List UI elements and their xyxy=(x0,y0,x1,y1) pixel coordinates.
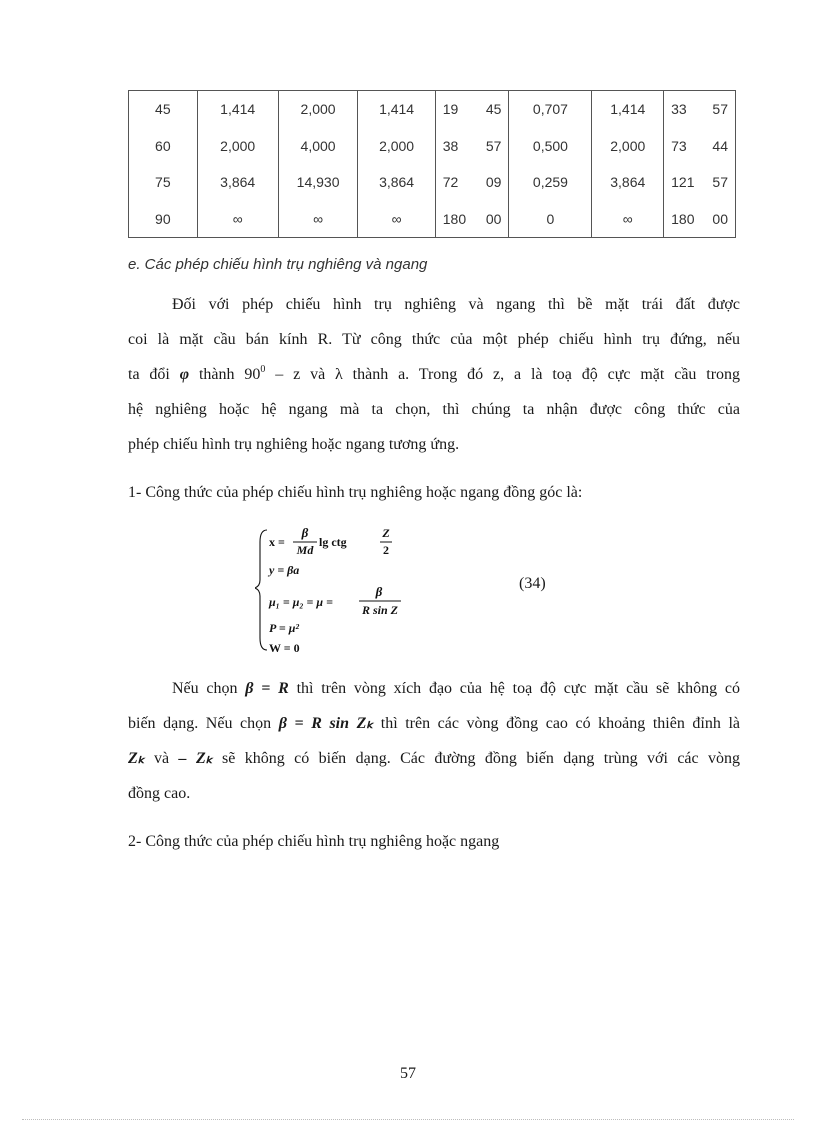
table-cell-degrees: 180 xyxy=(442,210,467,227)
math-zk: Zₖ xyxy=(128,750,145,767)
table-cell-minutes: 00 xyxy=(712,210,728,227)
table-cell: 45 xyxy=(129,91,198,128)
table-cell-degrees: 38 xyxy=(442,137,459,154)
paragraph-2-line-4: đồng cao. xyxy=(128,785,191,802)
formula-x-lhs: x = xyxy=(269,535,285,549)
paragraph-1-line-3-b: thành 90 xyxy=(198,366,261,383)
table-cell: 90 xyxy=(129,201,198,238)
table-cell-pair xyxy=(435,164,509,201)
formula-beta-mu: β xyxy=(375,584,383,599)
formula-y-eq: y = βa xyxy=(269,563,300,577)
table-cell-minutes: 57 xyxy=(712,174,728,191)
table-cell: 1,414 xyxy=(592,91,664,128)
paragraph-2-line-3-b: sẽ không có biến dạng. Các đường đồng biến dạng trùng với các vòng xyxy=(221,750,741,767)
table-cell: 75 xyxy=(129,164,198,201)
table-cell-degrees: 180 xyxy=(671,210,695,227)
heading-2: 2- Công thức của phép chiếu hình trụ nghiêng hoặc ngang xyxy=(128,833,500,850)
table-cell: 2,000 xyxy=(592,128,664,165)
table-cell-degrees: 72 xyxy=(442,174,459,191)
paragraph-2-line-3 xyxy=(128,741,740,776)
table-row xyxy=(129,201,736,238)
formula-beta-numerator: β xyxy=(301,525,309,540)
paragraph-1-line-3 xyxy=(128,357,740,392)
superscript-zero: 0 xyxy=(260,364,266,375)
paragraph-1-line-3-c: – z và λ thành a. Trong đó z, a là toạ độ cực mặt cầu trong xyxy=(275,366,741,383)
formula-lgctg: lg ctg xyxy=(319,535,347,549)
table-cell-minutes: 44 xyxy=(712,137,728,154)
paragraph-2-line-3-a: và xyxy=(154,750,170,767)
table-cell-minutes: 00 xyxy=(485,210,502,227)
table-cell-pair xyxy=(435,201,509,238)
table-cell: 1,414 xyxy=(197,91,278,128)
heading-1: 1- Công thức của phép chiếu hình trụ nghiêng hoặc ngang đồng góc là: xyxy=(128,484,583,501)
table-cell: 0,500 xyxy=(509,128,592,165)
table-cell: 2,000 xyxy=(278,91,358,128)
table-cell-degrees: 33 xyxy=(671,101,687,118)
table-cell-pair xyxy=(435,91,509,128)
table-cell: 4,000 xyxy=(278,128,358,165)
table-cell: 2,000 xyxy=(197,128,278,165)
table-cell: 3,864 xyxy=(358,164,435,201)
paragraph-1 xyxy=(128,287,740,462)
section-caption: e. Các phép chiếu hình trụ nghiêng và ngang xyxy=(128,256,428,273)
table-cell-degrees: 73 xyxy=(671,137,687,154)
table-cell-minutes: 57 xyxy=(485,137,502,154)
paragraph-1-line-3-a: ta đổi xyxy=(128,366,170,383)
table-cell-pair xyxy=(664,91,736,128)
table-cell: ∞ xyxy=(278,201,358,238)
table-cell-pair xyxy=(664,128,736,165)
equation-number: (34) xyxy=(519,575,546,592)
paragraph-2-line-2 xyxy=(128,706,740,741)
table-row xyxy=(129,128,736,165)
formula-mu-eq: μ₁ = μ₂ = μ = xyxy=(269,595,333,609)
page-bottom-border xyxy=(22,1119,794,1120)
page-number: 57 xyxy=(400,1065,416,1082)
table-cell: ∞ xyxy=(358,201,435,238)
paragraph-2-line-1 xyxy=(128,671,740,706)
table-cell-minutes: 57 xyxy=(712,101,728,118)
paragraph-1-line-2: coi là mặt cầu bán kính R. Từ công thức của một phép chiếu hình trụ đứng, nếu xyxy=(128,331,740,348)
table-cell-pair xyxy=(664,201,736,238)
paragraph-1-line-4: hệ nghiêng hoặc hệ ngang mà ta chọn, thì chúng ta nhận được công thức của xyxy=(128,401,740,418)
table-cell: 0,259 xyxy=(509,164,592,201)
table-row xyxy=(129,164,736,201)
math-beta-eq-rsinzk: β = R sin Zₖ xyxy=(278,715,374,732)
table-cell: 3,864 xyxy=(197,164,278,201)
data-table xyxy=(128,90,736,238)
table-cell-degrees: 121 xyxy=(671,174,695,191)
table-cell: 14,930 xyxy=(278,164,358,201)
table-row xyxy=(129,91,736,128)
table-cell: ∞ xyxy=(197,201,278,238)
table-cell-minutes: 09 xyxy=(485,174,502,191)
table-cell: 0,707 xyxy=(509,91,592,128)
formula-rsinz: R sin Z xyxy=(361,603,399,617)
formula-p-eq: P = μ² xyxy=(269,621,299,635)
math-minus-zk: – Zₖ xyxy=(178,750,213,767)
paragraph-2-line-2-a: biến dạng. Nếu chọn xyxy=(128,715,272,732)
phi-symbol: φ xyxy=(179,366,190,383)
left-brace xyxy=(255,530,267,650)
math-beta-eq-r: β = R xyxy=(245,680,289,697)
paragraph-2-line-1-a: Nếu chọn xyxy=(172,680,238,697)
table-cell-pair xyxy=(664,164,736,201)
table-cell-pair xyxy=(435,128,509,165)
formula-w-eq: W = 0 xyxy=(269,641,300,655)
formula-z-numerator: Z xyxy=(382,526,390,540)
table-cell: 0 xyxy=(509,201,592,238)
formula-34 xyxy=(255,520,425,656)
table-cell: ∞ xyxy=(592,201,664,238)
table-cell: 3,864 xyxy=(592,164,664,201)
table-cell: 60 xyxy=(129,128,198,165)
paragraph-2 xyxy=(128,671,740,811)
formula-md: Md xyxy=(296,543,314,557)
table-cell: 2,000 xyxy=(358,128,435,165)
paragraph-2-line-2-b: thì trên các vòng đồng cao có khoảng thiên đỉnh là xyxy=(380,715,740,732)
table-cell-degrees: 19 xyxy=(442,101,459,118)
formula-two: 2 xyxy=(383,543,389,557)
paragraph-1-line-5: phép chiếu hình trụ nghiêng hoặc ngang tương ứng. xyxy=(128,436,460,453)
table-cell: 1,414 xyxy=(358,91,435,128)
paragraph-2-line-1-b: thì trên vòng xích đạo của hệ toạ độ cực mặt cầu sẽ không có xyxy=(296,680,741,697)
table-cell-minutes: 45 xyxy=(485,101,502,118)
paragraph-1-line-1: Đối với phép chiếu hình trụ nghiêng và ngang thì bề mặt trái đất được xyxy=(172,296,740,313)
